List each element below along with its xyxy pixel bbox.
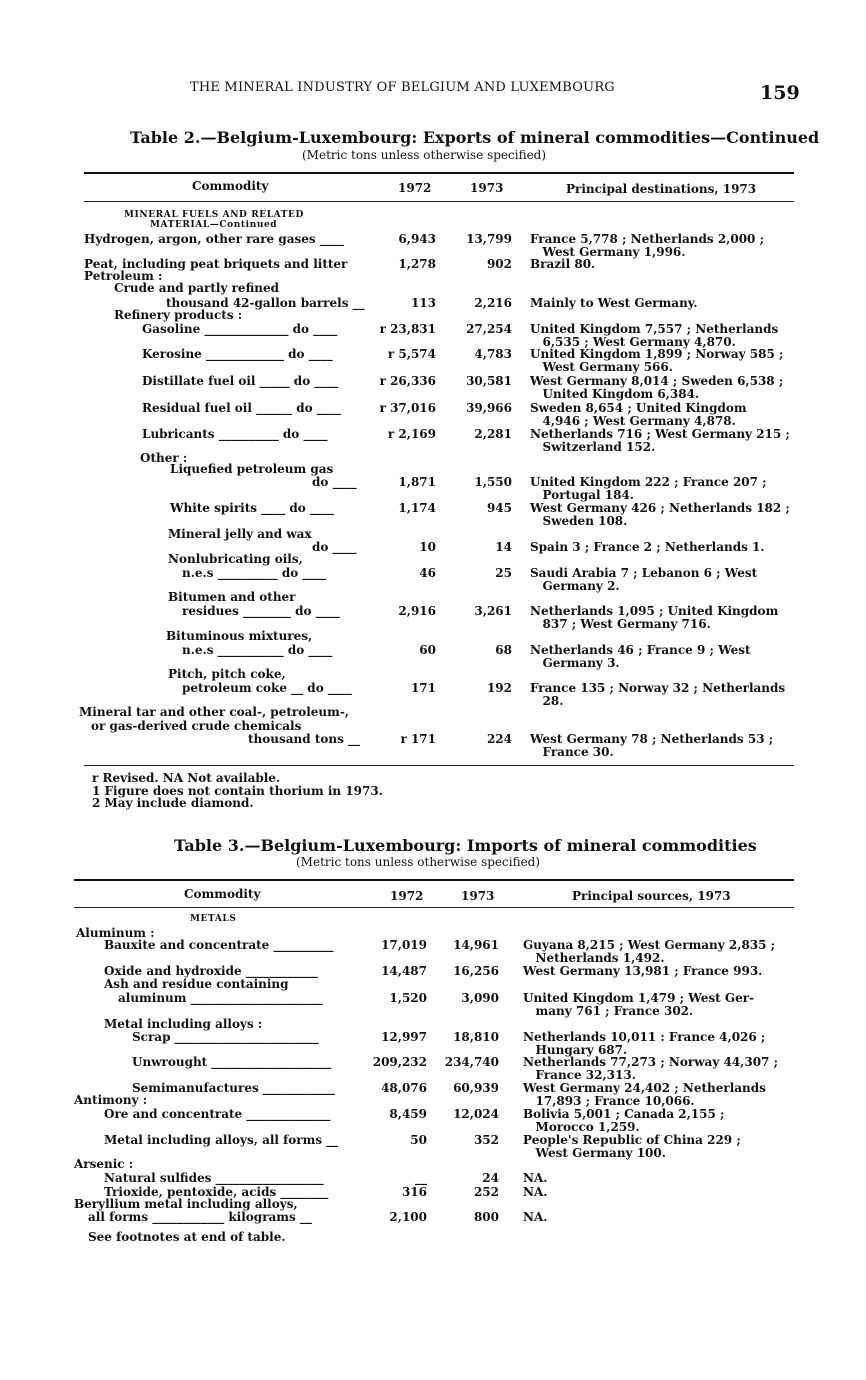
- table3-value-1972: 8,459: [389, 1107, 427, 1121]
- table3-row-label: Ash and residue containing: [104, 977, 289, 991]
- table2-row-label: do ____: [312, 475, 357, 489]
- table3-value-1972: 50: [410, 1133, 427, 1147]
- table3-value-1972: 1,520: [389, 991, 427, 1005]
- table3-row-label: Aluminum :: [76, 926, 155, 940]
- table2-destination: Spain 3 ; France 2 ; Netherlands 1.: [530, 540, 765, 554]
- table2-footnote: 2 May include diamond.: [92, 796, 254, 810]
- table2-value-1972: r 5,574: [387, 347, 436, 361]
- table3-value-1973: 12,024: [453, 1107, 499, 1121]
- table3-row-label: Metal including alloys, all forms __: [104, 1133, 339, 1147]
- table2-value-1973: 14: [495, 540, 512, 554]
- table2-row-label: Liquefied petroleum gas: [170, 462, 334, 476]
- table2-value-1973: 4,783: [474, 347, 512, 361]
- table3-value-1973: 800: [473, 1210, 499, 1224]
- table2-value-1973: 30,581: [466, 374, 512, 388]
- table3-row-label: all forms ____________ kilograms __: [88, 1210, 312, 1224]
- table2-value-1973: 13,799: [466, 232, 512, 246]
- table3-header-1973: 1973: [461, 889, 495, 903]
- table2-row-label: Other :: [140, 451, 188, 465]
- table3-value-1973: 352: [473, 1133, 499, 1147]
- table3-value-1973: 14,961: [453, 938, 499, 952]
- table3-value-1972: 14,487: [381, 964, 427, 978]
- table2-top-rule: [84, 172, 794, 174]
- table3-value-1973: 234,740: [444, 1055, 499, 1069]
- table2-value-1973: 27,254: [466, 322, 512, 336]
- table2-row-label: Peat, including peat briquets and litter: [84, 257, 348, 271]
- table2-row-label: Crude and partly refined: [114, 281, 280, 295]
- table2-footnote: r Revised. NA Not available.: [92, 771, 281, 785]
- table3-destination: Netherlands 10,011 : France 4,026 ; Hungary 687.: [523, 1030, 766, 1057]
- table2-row-label: Hydrogen, argon, other rare gases ____: [84, 232, 344, 246]
- table3-value-1972: 2,100: [389, 1210, 427, 1224]
- table3-destination: NA.: [523, 1185, 548, 1199]
- table2-value-1972: 1,174: [398, 501, 436, 515]
- page-number: 159: [760, 82, 800, 104]
- table2-value-1972: 171: [410, 681, 436, 695]
- table2-row-label: Distillate fuel oil _____ do ____: [142, 374, 339, 388]
- running-head: THE MINERAL INDUSTRY OF BELGIUM AND LUXEMBOURG: [190, 80, 615, 95]
- table2-destination: Netherlands 1,095 ; United Kingdom 837 ; West Germany 716.: [530, 604, 779, 631]
- table2-row-label: Refinery products :: [114, 308, 243, 322]
- table2-destination: West Germany 8,014 ; Sweden 6,538 ; United Kingdom 6,384.: [530, 374, 784, 401]
- table2-value-1972: 46: [419, 566, 436, 580]
- table2-value-1972: 60: [419, 643, 436, 657]
- table2-row-label: or gas-derived crude chemicals: [91, 719, 302, 733]
- table2-value-1972: r 2,169: [387, 427, 436, 441]
- table2-value-1973: 192: [486, 681, 512, 695]
- table3-top-rule: [74, 879, 794, 881]
- table2-row-label: Nonlubricating oils,: [168, 552, 303, 566]
- table2-value-1973: 2,281: [474, 427, 512, 441]
- table3-value-1972: 48,076: [381, 1081, 427, 1095]
- table3-subtitle: (Metric tons unless otherwise specified): [296, 855, 541, 869]
- table2-row-label: Pitch, pitch coke,: [168, 667, 286, 681]
- table2-value-1972: 1,278: [398, 257, 436, 271]
- table3-row-label: Bauxite and concentrate __________: [104, 938, 334, 952]
- table2-row-label: Kerosine _____________ do ____: [142, 347, 333, 361]
- table2-destination: West Germany 78 ; Netherlands 53 ; France 30.: [530, 732, 774, 759]
- table2-value-1973: 68: [495, 643, 512, 657]
- table2-value-1973: 25: [495, 566, 512, 580]
- table2-row-label: thousand 42-gallon barrels __: [166, 296, 365, 310]
- table2-value-1972: r 23,831: [379, 322, 436, 336]
- table2-row-label: do ____: [312, 540, 357, 554]
- table3-value-1972: __: [415, 1171, 427, 1185]
- table3-row-label: Semimanufactures ____________: [132, 1081, 335, 1095]
- table2-value-1973: 39,966: [466, 401, 512, 415]
- table3-value-1973: 3,090: [461, 991, 499, 1005]
- table2-row-label: Petroleum :: [84, 269, 163, 283]
- table3-value-1972: 12,997: [381, 1030, 427, 1044]
- table2-subtitle: (Metric tons unless otherwise specified): [302, 148, 547, 162]
- table3-destination: Bolivia 5,001 ; Canada 2,155 ; Morocco 1,259.: [523, 1107, 725, 1134]
- table3-row-label: Trioxide, pentoxide, acids ________: [104, 1185, 329, 1199]
- table2-header-commodity: Commodity: [192, 179, 269, 193]
- table2-row-label: Gasoline ______________ do ____: [142, 322, 338, 336]
- table2-destination: United Kingdom 222 ; France 207 ; Portugal 184.: [530, 475, 767, 502]
- table3-row-label: aluminum ______________________: [118, 991, 323, 1005]
- table3-header-rule: [74, 907, 794, 908]
- table3-value-1973: 24: [482, 1171, 499, 1185]
- table2-destination: Netherlands 46 ; France 9 ; West Germany 3.: [530, 643, 751, 670]
- table3-row-label: Antimony :: [74, 1093, 148, 1107]
- table2-destination: United Kingdom 7,557 ; Netherlands 6,535 ; West Germany 4,870.: [530, 322, 779, 349]
- table3-header-1972: 1972: [390, 889, 424, 903]
- table2-value-1972: 2,916: [398, 604, 436, 618]
- table3-header-sources: Principal sources, 1973: [572, 889, 731, 903]
- table2-header-rule: [84, 201, 794, 202]
- table2-value-1972: 113: [410, 296, 436, 310]
- table2-row-label: Residual fuel oil ______ do ____: [142, 401, 341, 415]
- table2-row-label: thousand tons __: [248, 732, 361, 746]
- table2-value-1972: r 37,016: [379, 401, 436, 415]
- table2-destination: France 135 ; Norway 32 ; Netherlands 28.: [530, 681, 786, 708]
- table2-row-label: residues ________ do ____: [182, 604, 340, 618]
- table2-value-1973: 3,261: [474, 604, 512, 618]
- table2-row-label: MINERAL FUELS AND RELATED: [124, 210, 304, 220]
- table2-value-1973: 224: [486, 732, 512, 746]
- table2-value-1973: 2,216: [474, 296, 512, 310]
- table2-value-1972: r 26,336: [379, 374, 436, 388]
- table3-value-1973: 252: [473, 1185, 499, 1199]
- table2-destination: Sweden 8,654 ; United Kingdom 4,946 ; West Germany 4,878.: [530, 401, 747, 428]
- table2-row-label: MATERIAL—Continued: [150, 220, 278, 230]
- table3-row-label: Ore and concentrate ______________: [104, 1107, 331, 1121]
- table2-value-1973: 1,550: [474, 475, 512, 489]
- table2-destination: United Kingdom 1,899 ; Norway 585 ; West Germany 566.: [530, 347, 784, 374]
- table2-destination: West Germany 426 ; Netherlands 182 ; Sweden 108.: [530, 501, 790, 528]
- table3-row-label: Oxide and hydroxide ____________: [104, 964, 318, 978]
- table2-destination: Saudi Arabia 7 ; Lebanon 6 ; West Germany 2.: [530, 566, 758, 593]
- table2-footnote: 1 Figure does not contain thorium in 1973.: [92, 784, 383, 798]
- table2-row-label: Bituminous mixtures,: [166, 629, 313, 643]
- table3-row-label: Unwrought ____________________: [132, 1055, 332, 1069]
- table3-value-1972: 17,019: [381, 938, 427, 952]
- table3-destination: United Kingdom 1,479 ; West Ger- many 761 ; France 302.: [523, 991, 755, 1018]
- table2-value-1973: 902: [486, 257, 512, 271]
- table2-title: Table 2.—Belgium-Luxembourg: Exports of mineral commodities—Continued: [130, 128, 820, 147]
- table2-bottom-rule: [84, 765, 794, 766]
- table3-value-1972: 209,232: [372, 1055, 427, 1069]
- table3-title: Table 3.—Belgium-Luxembourg: Imports of mineral commodities: [174, 836, 757, 855]
- table3-row-label: METALS: [190, 914, 237, 924]
- table2-value-1972: r 171: [400, 732, 436, 746]
- table2-destination: Mainly to West Germany.: [530, 296, 698, 310]
- table2-header-1972: 1972: [398, 181, 432, 195]
- table3-footnote: See footnotes at end of table.: [88, 1230, 286, 1244]
- table3-destination: NA.: [523, 1171, 548, 1185]
- table3-destination: Guyana 8,215 ; West Germany 2,835 ; Netherlands 1,492.: [523, 938, 776, 965]
- table3-row-label: Scrap ________________________: [132, 1030, 319, 1044]
- table3-destination: People's Republic of China 229 ; West Germany 100.: [523, 1133, 741, 1160]
- table3-row-label: Beryllium metal including alloys,: [74, 1197, 298, 1211]
- table2-destination: France 5,778 ; Netherlands 2,000 ; West Germany 1,996.: [530, 232, 765, 259]
- table3-destination: Netherlands 77,273 ; Norway 44,307 ; France 32,313.: [523, 1055, 779, 1082]
- table3-destination: West Germany 24,402 ; Netherlands 17,893 ; France 10,066.: [523, 1081, 766, 1108]
- table2-row-label: n.e.s ___________ do ____: [182, 643, 333, 657]
- table3-value-1973: 16,256: [453, 964, 499, 978]
- table2-destination: Brazil 80.: [530, 257, 596, 271]
- table3-row-label: Metal including alloys :: [104, 1017, 263, 1031]
- table2-destination: Netherlands 716 ; West Germany 215 ; Switzerland 152.: [530, 427, 790, 454]
- table3-value-1972: 316: [401, 1185, 427, 1199]
- table2-row-label: Lubricants __________ do ____: [142, 427, 328, 441]
- table2-value-1972: 1,871: [398, 475, 436, 489]
- table3-row-label: Natural sulfides __________________: [104, 1171, 324, 1185]
- table2-row-label: White spirits ____ do ____: [170, 501, 334, 515]
- table2-row-label: n.e.s __________ do ____: [182, 566, 327, 580]
- table2-row-label: petroleum coke __ do ____: [182, 681, 352, 695]
- table2-value-1973: 945: [486, 501, 512, 515]
- table2-value-1972: 6,943: [398, 232, 436, 246]
- table3-destination: NA.: [523, 1210, 548, 1224]
- table2-value-1972: 10: [419, 540, 436, 554]
- table3-value-1973: 18,810: [453, 1030, 499, 1044]
- table3-destination: West Germany 13,981 ; France 993.: [523, 964, 763, 978]
- table2-row-label: Bitumen and other: [168, 590, 296, 604]
- table2-header-destinations: Principal destinations, 1973: [566, 182, 757, 196]
- table3-row-label: Arsenic :: [74, 1157, 134, 1171]
- table2-row-label: Mineral tar and other coal-, petroleum-,: [79, 705, 349, 719]
- table2-row-label: Mineral jelly and wax: [168, 527, 312, 541]
- table3-header-commodity: Commodity: [184, 887, 261, 901]
- table3-value-1973: 60,939: [453, 1081, 499, 1095]
- table2-header-1973: 1973: [470, 181, 504, 195]
